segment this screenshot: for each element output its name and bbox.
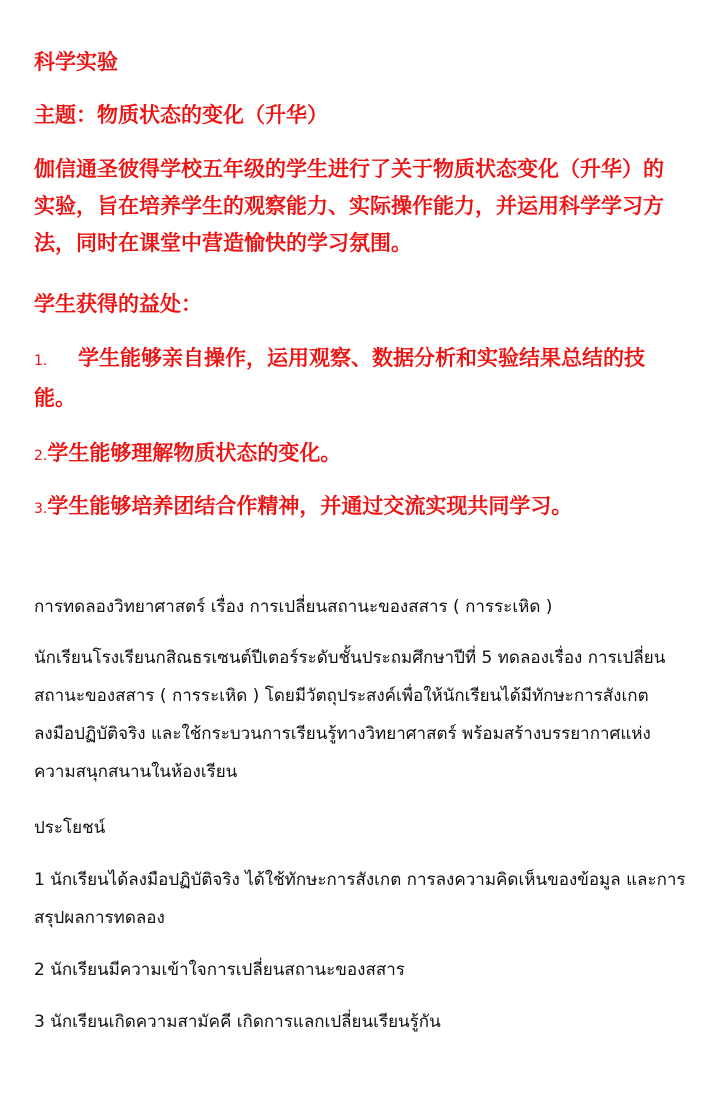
chinese-benefit-item <box>34 435 341 475</box>
thai-benefit-item: 1 นักเรียนได้ลงมือปฏิบัติจริง ได้ใช้ทักษะการสังเกต การลงความคิดเห็นของข้อมูล และการสรุปผลการทดลอง <box>34 870 686 928</box>
chinese-benefit-text: 学生能够培养团结合作精神，并通过交流实现共同学习。 <box>47 494 573 518</box>
chinese-benefit-text: 学生能够理解物质状态的变化。 <box>47 441 342 465</box>
chinese-benefit-item <box>34 488 572 528</box>
chinese-title: 科学实验 <box>34 50 118 74</box>
chinese-intro-paragraph: 伽信通圣彼得学校五年级的学生进行了关于物质状态变化（升华）的实验，旨在培养学生的观察能力、实际操作能力，并运用科学学习方法，同时在课堂中营造愉快的学习氛围。 <box>34 157 664 255</box>
thai-intro-paragraph: นักเรียนโรงเรียนกสิณธรเซนต์ปีเตอร์ระดับชั้นประถมศึกษาปีที่ 5 ทดลองเรื่อง การเปลี่ยนสถานะของสสาร ( การระเหิด ) โดยมีวัตถุประสงค์เพื่อให้นักเรียนได้มีทักษะการสังเกต ลงมือปฏิบัติจริง และใช้กระบวนการเรียนรู้ทางวิทยาศาสตร์ พร้อมสร้างบรรยากาศแห่งความสนุกสนานในห้องเรียน <box>34 648 666 782</box>
thai-benefit-item: 2 นักเรียนมีความเข้าใจการเปลี่ยนสถานะของสสาร <box>34 960 405 980</box>
chinese-benefit-number: 1． <box>34 353 57 369</box>
chinese-benefit-number: 3. <box>34 501 48 517</box>
chinese-benefit-number: 2. <box>34 448 48 464</box>
thai-title: การทดลองวิทยาศาสตร์ เรื่อง การเปลี่ยนสถานะของสสาร ( การระเหิด ) <box>34 597 553 617</box>
chinese-benefit-text: 学生能够亲自操作，运用观察、数据分析和实验结果总结的技能。 <box>34 346 645 410</box>
thai-benefits-heading: ประโยชน์ <box>34 818 106 838</box>
chinese-topic: 主题：物质状态的变化（升华） <box>34 103 328 127</box>
chinese-benefits-heading: 学生获得的益处： <box>34 292 202 316</box>
thai-benefit-item: 3 นักเรียนเกิดความสามัคคี เกิดการแลกเปลี่ยนเรียนรู้กัน <box>34 1012 441 1032</box>
chinese-benefit-item <box>34 340 684 417</box>
